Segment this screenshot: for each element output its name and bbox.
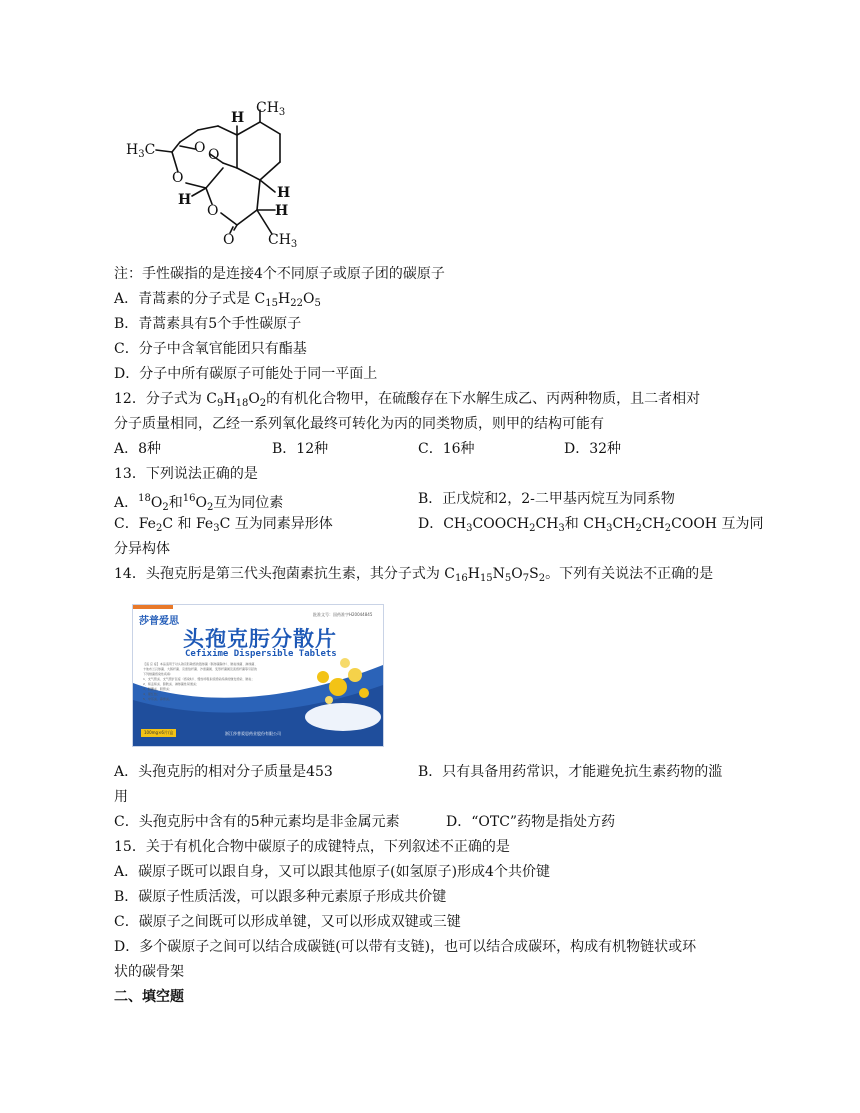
q13-stem: 13．下列说法正确的是	[114, 466, 258, 482]
brand-name: 莎普爱思	[139, 616, 179, 627]
dose-badge: 100mg×6片/盒	[141, 729, 176, 737]
q13-option-c: C．$Fe_2C$ 和 $Fe_3C$ 互为同素异形体	[114, 516, 333, 534]
h3c-left-label: $H_3C$	[126, 142, 156, 160]
q12-option-a: A．8种	[114, 441, 162, 457]
q11-option-d: D．分子中所有碳原子可能处于同一平面上	[114, 366, 378, 382]
indications-text: 【适 应 症】本品适用于对头孢克肟敏感的链球菌（肠球菌除外）、肺炎球菌、淋球菌、 卡他布兰汉球菌、大肠杆菌、克雷伯杆菌、沙雷菌属、变形杆菌属及流感杆菌等引起的 下列细菌感染性疾病： 1．支气管炎、支气管扩张症（感染时）、慢性呼吸系统感染疾病的继发感染、肺炎； 2．肾盂肾炎、膀胱炎、淋球菌性尿道炎； 3．胆囊炎、胆管炎； 4．猩红热； 5．中耳炎、鼻窦炎。	[143, 662, 258, 701]
manufacturer: 浙江莎普爱思药业股份有限公司	[225, 731, 281, 736]
q15-option-a: A．碳原子既可以跟自身，又可以跟其他原子(如氢原子)形成4个共价键	[114, 864, 550, 880]
q12-stem-line2: 分子质量相同，乙经一系列氧化最终可转化为丙的同类物质，则甲的结构可能有	[114, 416, 604, 432]
h-mid-label: H	[178, 192, 192, 208]
q12-option-c: C．16种	[418, 441, 475, 457]
q14-stem: 14．头孢克肟是第三代头孢菌素抗生素，其分子式为 $C_{16}H_{15}N_5O_7S_2$。下列有关说法不正确的是	[114, 566, 714, 584]
q15-option-d: D．多个碳原子之间可以结合成碳链(可以带有支链)，也可以结合成碳环，构成有机物链状或环	[114, 939, 697, 955]
q15-option-d-cont: 状的碳骨架	[114, 964, 184, 980]
oxygen-label: O	[207, 203, 219, 219]
drug-title: 头孢克肟分散片	[183, 627, 337, 651]
q14-option-b: B．只有具备用药常识，才能避免抗生素药物的滥	[418, 764, 723, 780]
cefixime-box-image	[132, 604, 384, 747]
carbonyl-oxygen-label: O	[223, 232, 235, 248]
q13-option-d: D．$CH_3COOCH_2CH_3$和 $CH_3CH_2CH_2COOH$ 互为同	[418, 516, 764, 534]
artemisinin-structure	[120, 100, 310, 260]
oxygen-label: O	[208, 147, 220, 163]
q14-option-a: A．头孢克肟的相对分子质量是453	[114, 764, 333, 780]
q14-option-c: C．头孢克肟中含有的5种元素均是非金属元素	[114, 814, 400, 830]
h-right-label: H	[275, 203, 289, 219]
q11-option-a: A．青蒿素的分子式是 $C_{15}H_{22}O_5$	[114, 291, 321, 309]
ch3-top-label: $CH_3$	[256, 100, 286, 118]
approval-number: 批准文号：国药准字H20044845	[313, 612, 373, 617]
section-heading: 二、填空题	[114, 989, 184, 1005]
h-right-label: H	[277, 185, 291, 201]
q11-option-c: C．分子中含氧官能团只有酯基	[114, 341, 307, 357]
q14-option-d: D．“OTC”药物是指处方药	[446, 814, 616, 830]
oxygen-label: O	[194, 140, 206, 156]
ch3-bottom-label: $CH_3$	[268, 232, 298, 250]
oxygen-label: O	[172, 170, 184, 186]
q13-option-d-cont: 分异构体	[114, 541, 170, 557]
chiral-note: 注：手性碳指的是连接4个不同原子或原子团的碳原子	[114, 266, 445, 282]
q12-option-d: D．32种	[564, 441, 622, 457]
q11-option-b: B．青蒿素具有5个手性碳原子	[114, 316, 302, 332]
q13-option-b: B．正戊烷和2，2-二甲基丙烷互为同系物	[418, 491, 675, 507]
q14-option-b-cont: 用	[114, 789, 128, 805]
h-top-label: H	[231, 110, 245, 126]
q12-option-b: B．12种	[272, 441, 329, 457]
q15-stem: 15．关于有机化合物中碳原子的成键特点，下列叙述不正确的是	[114, 839, 510, 855]
q12-stem-line1: 12．分子式为 $C_9H_{18}O_2$的有机化合物甲，在硫酸存在下水解生成乙、丙两种物质，且二者相对	[114, 391, 701, 409]
q15-option-b: B．碳原子性质活泼，可以跟多种元素原子形成共价键	[114, 889, 447, 905]
q13-option-a: A．$^{18}O_2$和$^{16}O_2$互为同位素	[114, 493, 284, 513]
drug-subtitle: Cefixime Dispersible Tablets	[185, 649, 337, 659]
q15-option-c: C．碳原子之间既可以形成单键，又可以形成双键或三键	[114, 914, 461, 930]
